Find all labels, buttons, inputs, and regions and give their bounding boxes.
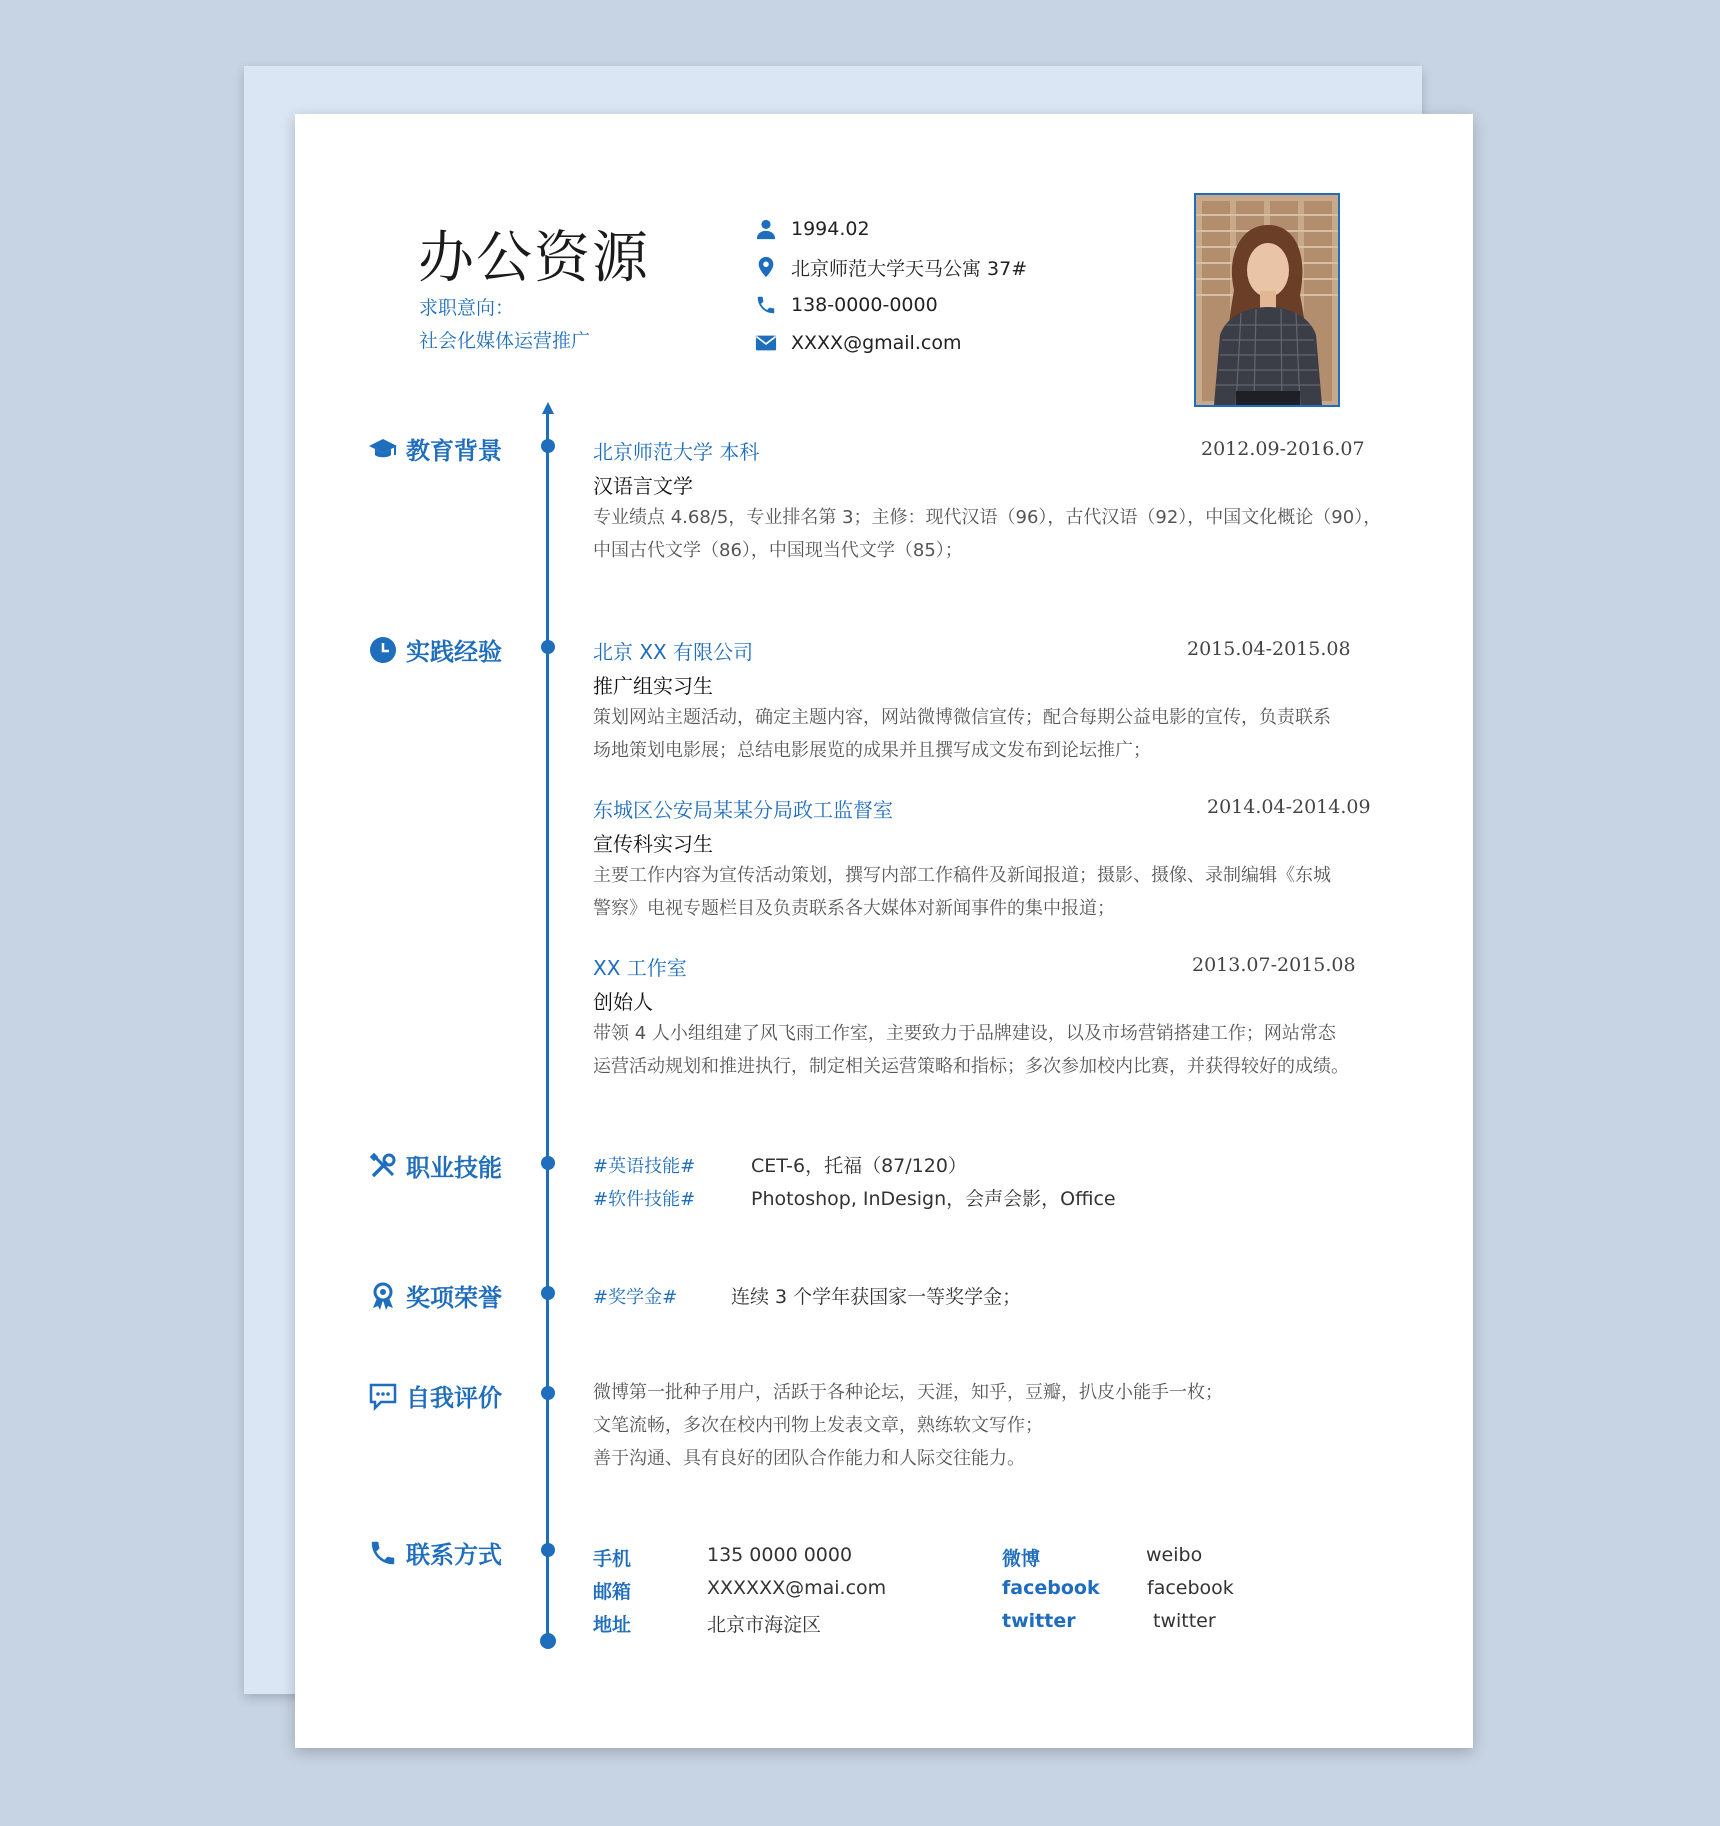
address-value: 北京师范大学天马公寓 37# <box>791 257 1028 280</box>
education-desc-line: 中国古代文学（86），中国现当代文学（85）； <box>593 540 963 561</box>
experience-desc-line: 运营活动规划和推进执行，制定相关运营策略和指标；多次参加校内比赛，并获得较好的成绩。 <box>593 1056 1349 1077</box>
award-value: 连续 3 个学年获国家一等奖学金； <box>731 1286 1022 1308</box>
education-date: 2012.09-2016.07 <box>1201 438 1365 460</box>
contact-facebook-value: facebook <box>1147 1577 1234 1599</box>
timeline-dot-self <box>541 1386 555 1400</box>
contact-phone-value: 135 0000 0000 <box>707 1544 853 1566</box>
email-value: XXXX@gmail.com <box>791 332 962 354</box>
experience-role: 宣传科实习生 <box>593 832 713 856</box>
skill-tag: #英语技能# <box>593 1156 696 1177</box>
section-title-text: 实践经验 <box>406 638 502 666</box>
phone-icon <box>368 1538 398 1568</box>
experience-company: 北京 XX 有限公司 <box>593 640 754 664</box>
birth-value: 1994.02 <box>791 218 870 240</box>
experience-desc-line: 主要工作内容为宣传活动策划，撰写内部工作稿件及新闻报道；摄影、摄像、录制编辑《东城 <box>593 865 1331 886</box>
experience-company: XX 工作室 <box>593 956 687 980</box>
self-evaluation-line: 文笔流畅，多次在校内刊物上发表文章，熟练软文写作； <box>593 1415 1043 1436</box>
skill-tag: #软件技能# <box>593 1189 696 1210</box>
contact-email-value: XXXXXX@mai.com <box>707 1577 887 1599</box>
section-title-contact <box>368 1535 502 1570</box>
phone-value: 138-0000-0000 <box>791 294 938 316</box>
info-phone <box>755 286 1027 324</box>
self-evaluation-line: 善于沟通、具有良好的团队合作能力和人际交往能力。 <box>593 1448 1025 1469</box>
tools-icon <box>368 1151 398 1181</box>
education-school: 北京师范大学 本科 <box>593 440 760 464</box>
experience-company: 东城区公安局某某分局政工监督室 <box>593 798 893 822</box>
contact-address-label: 地址 <box>593 1614 632 1636</box>
contact-email-label: 邮箱 <box>593 1581 632 1603</box>
contact-weibo-value: weibo <box>1146 1544 1203 1566</box>
job-intent-label: 求职意向： <box>419 297 515 319</box>
timeline-dot-education <box>541 439 555 453</box>
timeline-dot-awards <box>541 1286 555 1300</box>
timeline-dot-end <box>540 1633 556 1649</box>
experience-role: 创始人 <box>593 990 653 1014</box>
section-title-self <box>368 1378 502 1413</box>
envelope-icon <box>755 332 777 354</box>
job-intent <box>419 292 590 358</box>
award-ribbon-icon <box>368 1281 398 1311</box>
contact-phone-label: 手机 <box>593 1548 632 1570</box>
contact-twitter-value: twitter <box>1153 1610 1216 1632</box>
experience-date: 2015.04-2015.08 <box>1187 638 1351 660</box>
section-title-experience <box>368 632 502 667</box>
education-desc-line: 专业绩点 4.68/5，专业排名第 3；主修：现代汉语（96），古代汉语（92），中国文化概论（90）， <box>593 507 1382 528</box>
candidate-name: 办公资源 <box>418 226 650 291</box>
contact-twitter-label: twitter <box>1002 1610 1076 1632</box>
award-tag: #奖学金# <box>593 1287 678 1308</box>
section-title-text: 职业技能 <box>406 1154 502 1182</box>
info-birth <box>755 210 1027 248</box>
profile-photo <box>1194 193 1340 407</box>
experience-desc-line: 带领 4 人小组组建了风飞雨工作室，主要致力于品牌建设，以及市场营销搭建工作；网站常态 <box>593 1023 1336 1044</box>
info-address <box>755 248 1027 286</box>
clock-icon <box>368 635 398 665</box>
experience-date: 2014.04-2014.09 <box>1207 796 1371 818</box>
self-evaluation-line: 微博第一批种子用户，活跃于各种论坛，天涯，知乎，豆瓣，扒皮小能手一枚； <box>593 1382 1223 1403</box>
timeline-dot-experience <box>541 640 555 654</box>
experience-role: 推广组实习生 <box>593 674 713 698</box>
experience-desc-line: 警察》电视专题栏目及负责联系各大媒体对新闻事件的集中报道； <box>593 898 1115 919</box>
location-pin-icon <box>755 256 777 278</box>
contact-weibo-label: 微博 <box>1002 1548 1041 1570</box>
contact-facebook-label: facebook <box>1002 1577 1100 1599</box>
info-email <box>755 324 1027 362</box>
experience-date: 2013.07-2015.08 <box>1192 954 1356 976</box>
graduation-cap-icon <box>368 434 398 464</box>
skill-value: CET-6，托福（87/120） <box>751 1155 967 1177</box>
person-icon <box>755 218 777 240</box>
job-intent-value: 社会化媒体运营推广 <box>419 330 591 352</box>
chat-bubble-icon <box>368 1381 398 1411</box>
education-major: 汉语言文学 <box>593 474 693 498</box>
timeline-dot-contact <box>541 1543 555 1557</box>
skill-value: Photoshop, InDesign，会声会影，Office <box>751 1188 1116 1210</box>
personal-info <box>755 210 1027 362</box>
section-title-skills <box>368 1148 502 1183</box>
section-title-education <box>368 431 502 466</box>
resume-page <box>295 114 1473 1748</box>
experience-desc <box>593 859 1383 925</box>
timeline-line <box>546 414 549 1646</box>
experience-desc <box>593 1017 1383 1083</box>
self-evaluation <box>593 1376 1383 1475</box>
contact-address-value: 北京市海淀区 <box>707 1614 822 1636</box>
section-title-text: 奖项荣誉 <box>406 1284 502 1312</box>
phone-icon <box>755 294 777 316</box>
section-title-text: 自我评价 <box>406 1384 502 1412</box>
experience-desc <box>593 701 1383 767</box>
timeline-dot-skills <box>541 1156 555 1170</box>
section-title-text: 教育背景 <box>406 437 502 465</box>
section-title-awards <box>368 1278 502 1313</box>
experience-desc-line: 场地策划电影展；总结电影展览的成果并且撰写成文发布到论坛推广； <box>593 740 1151 761</box>
section-title-text: 联系方式 <box>406 1541 502 1569</box>
education-desc <box>593 501 1383 567</box>
experience-desc-line: 策划网站主题活动，确定主题内容，网站微博微信宣传；配合每期公益电影的宣传，负责联系 <box>593 707 1331 728</box>
